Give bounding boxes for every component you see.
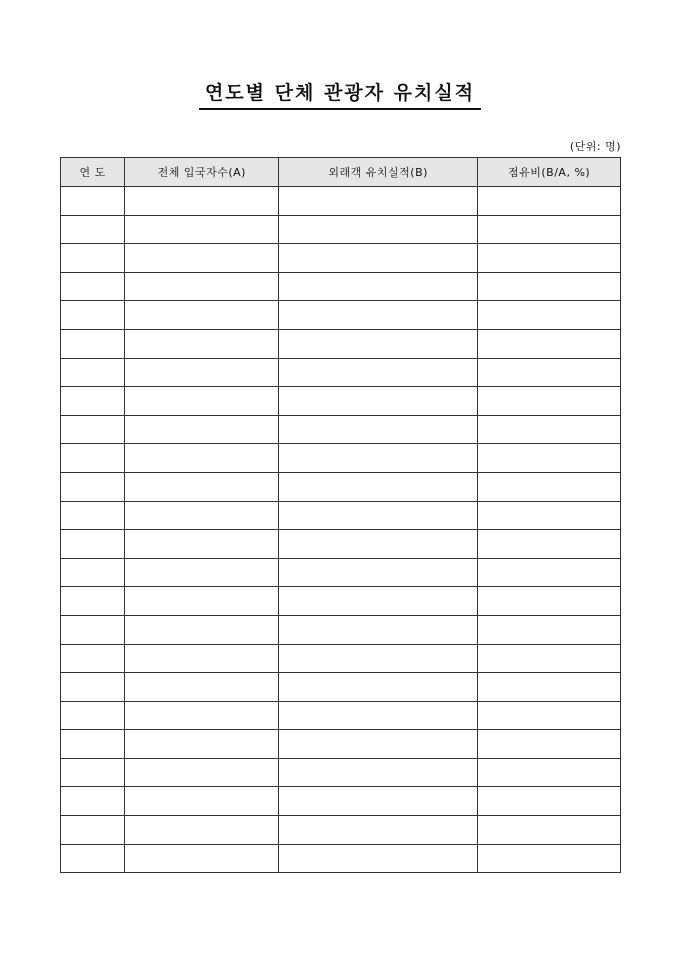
- table-row: [61, 329, 621, 358]
- cell-year[interactable]: [61, 244, 125, 273]
- cell-year[interactable]: [61, 387, 125, 416]
- cell-year[interactable]: [61, 615, 125, 644]
- table-row: [61, 844, 621, 873]
- table-header-row: [61, 158, 621, 187]
- cell-year[interactable]: [61, 358, 125, 387]
- cell-year[interactable]: [61, 730, 125, 759]
- cell-total-arrivals[interactable]: [125, 844, 279, 873]
- cell-foreign-visitors[interactable]: [279, 673, 478, 702]
- header-total-arrivals: 전체 입국자수(A): [125, 158, 279, 187]
- cell-year[interactable]: [61, 472, 125, 501]
- cell-year[interactable]: [61, 444, 125, 473]
- table-row: [61, 387, 621, 416]
- cell-share-ratio[interactable]: [478, 730, 621, 759]
- cell-foreign-visitors[interactable]: [279, 301, 478, 330]
- cell-foreign-visitors[interactable]: [279, 587, 478, 616]
- cell-total-arrivals[interactable]: [125, 472, 279, 501]
- cell-foreign-visitors[interactable]: [279, 187, 478, 216]
- cell-total-arrivals[interactable]: [125, 787, 279, 816]
- table-row: [61, 644, 621, 673]
- cell-foreign-visitors[interactable]: [279, 472, 478, 501]
- cell-year[interactable]: [61, 558, 125, 587]
- cell-share-ratio[interactable]: [478, 673, 621, 702]
- cell-foreign-visitors[interactable]: [279, 758, 478, 787]
- cell-foreign-visitors[interactable]: [279, 501, 478, 530]
- table-row: [61, 215, 621, 244]
- cell-share-ratio[interactable]: [478, 444, 621, 473]
- table-row: [61, 758, 621, 787]
- cell-year[interactable]: [61, 644, 125, 673]
- table-row: [61, 501, 621, 530]
- table-row: [61, 730, 621, 759]
- cell-total-arrivals[interactable]: [125, 673, 279, 702]
- cell-year[interactable]: [61, 844, 125, 873]
- cell-year[interactable]: [61, 673, 125, 702]
- table-row: [61, 415, 621, 444]
- header-foreign-visitors: 외래객 유치실적(B): [279, 158, 478, 187]
- cell-total-arrivals[interactable]: [125, 615, 279, 644]
- cell-total-arrivals[interactable]: [125, 530, 279, 559]
- page-title: 연도별 단체 관광자 유치실적: [199, 78, 481, 110]
- cell-total-arrivals[interactable]: [125, 415, 279, 444]
- cell-total-arrivals[interactable]: [125, 272, 279, 301]
- title-container: [0, 78, 680, 110]
- cell-total-arrivals[interactable]: [125, 215, 279, 244]
- cell-share-ratio[interactable]: [478, 530, 621, 559]
- cell-share-ratio[interactable]: [478, 415, 621, 444]
- table-row: [61, 701, 621, 730]
- cell-year[interactable]: [61, 701, 125, 730]
- table-row: [61, 301, 621, 330]
- cell-foreign-visitors[interactable]: [279, 272, 478, 301]
- cell-total-arrivals[interactable]: [125, 301, 279, 330]
- cell-total-arrivals[interactable]: [125, 587, 279, 616]
- cell-share-ratio[interactable]: [478, 272, 621, 301]
- table-row: [61, 558, 621, 587]
- table-row: [61, 587, 621, 616]
- cell-share-ratio[interactable]: [478, 558, 621, 587]
- table-row: [61, 187, 621, 216]
- cell-share-ratio[interactable]: [478, 758, 621, 787]
- cell-total-arrivals[interactable]: [125, 501, 279, 530]
- table-row: [61, 272, 621, 301]
- cell-year[interactable]: [61, 301, 125, 330]
- cell-year[interactable]: [61, 587, 125, 616]
- cell-total-arrivals[interactable]: [125, 358, 279, 387]
- cell-share-ratio[interactable]: [478, 329, 621, 358]
- table-row: [61, 615, 621, 644]
- cell-share-ratio[interactable]: [478, 387, 621, 416]
- cell-total-arrivals[interactable]: [125, 816, 279, 845]
- cell-share-ratio[interactable]: [478, 787, 621, 816]
- cell-share-ratio[interactable]: [478, 501, 621, 530]
- cell-share-ratio[interactable]: [478, 701, 621, 730]
- cell-year[interactable]: [61, 530, 125, 559]
- header-year: 연 도: [61, 158, 125, 187]
- cell-foreign-visitors[interactable]: [279, 644, 478, 673]
- cell-share-ratio[interactable]: [478, 215, 621, 244]
- cell-total-arrivals[interactable]: [125, 558, 279, 587]
- cell-foreign-visitors[interactable]: [279, 387, 478, 416]
- cell-foreign-visitors[interactable]: [279, 615, 478, 644]
- cell-year[interactable]: [61, 187, 125, 216]
- table-row: [61, 787, 621, 816]
- cell-year[interactable]: [61, 272, 125, 301]
- cell-total-arrivals[interactable]: [125, 644, 279, 673]
- cell-total-arrivals[interactable]: [125, 244, 279, 273]
- table-row: [61, 530, 621, 559]
- cell-share-ratio[interactable]: [478, 844, 621, 873]
- cell-total-arrivals[interactable]: [125, 329, 279, 358]
- cell-share-ratio[interactable]: [478, 472, 621, 501]
- cell-year[interactable]: [61, 787, 125, 816]
- cell-foreign-visitors[interactable]: [279, 244, 478, 273]
- table-row: [61, 472, 621, 501]
- cell-year[interactable]: [61, 215, 125, 244]
- cell-total-arrivals[interactable]: [125, 187, 279, 216]
- cell-foreign-visitors[interactable]: [279, 844, 478, 873]
- cell-year[interactable]: [61, 816, 125, 845]
- table-row: [61, 444, 621, 473]
- cell-year[interactable]: [61, 758, 125, 787]
- cell-foreign-visitors[interactable]: [279, 816, 478, 845]
- cell-total-arrivals[interactable]: [125, 758, 279, 787]
- header-share-ratio: 점유비(B/A, %): [478, 158, 621, 187]
- cell-foreign-visitors[interactable]: [279, 444, 478, 473]
- unit-label: (단위: 명): [569, 140, 621, 153]
- cell-foreign-visitors[interactable]: [279, 530, 478, 559]
- cell-share-ratio[interactable]: [478, 615, 621, 644]
- table-body: [61, 187, 621, 873]
- cell-share-ratio[interactable]: [478, 358, 621, 387]
- cell-share-ratio[interactable]: [478, 816, 621, 845]
- cell-foreign-visitors[interactable]: [279, 730, 478, 759]
- cell-total-arrivals[interactable]: [125, 730, 279, 759]
- cell-total-arrivals[interactable]: [125, 701, 279, 730]
- cell-share-ratio[interactable]: [478, 301, 621, 330]
- table-row: [61, 358, 621, 387]
- table-row: [61, 673, 621, 702]
- cell-year[interactable]: [61, 329, 125, 358]
- cell-year[interactable]: [61, 415, 125, 444]
- cell-foreign-visitors[interactable]: [279, 558, 478, 587]
- cell-foreign-visitors[interactable]: [279, 358, 478, 387]
- cell-foreign-visitors[interactable]: [279, 701, 478, 730]
- cell-foreign-visitors[interactable]: [279, 329, 478, 358]
- cell-share-ratio[interactable]: [478, 644, 621, 673]
- cell-total-arrivals[interactable]: [125, 444, 279, 473]
- cell-share-ratio[interactable]: [478, 244, 621, 273]
- cell-year[interactable]: [61, 501, 125, 530]
- cell-share-ratio[interactable]: [478, 587, 621, 616]
- cell-foreign-visitors[interactable]: [279, 787, 478, 816]
- cell-foreign-visitors[interactable]: [279, 215, 478, 244]
- table-row: [61, 816, 621, 845]
- table-row: [61, 244, 621, 273]
- cell-foreign-visitors[interactable]: [279, 415, 478, 444]
- cell-total-arrivals[interactable]: [125, 387, 279, 416]
- cell-share-ratio[interactable]: [478, 187, 621, 216]
- tourism-results-table: [60, 157, 621, 873]
